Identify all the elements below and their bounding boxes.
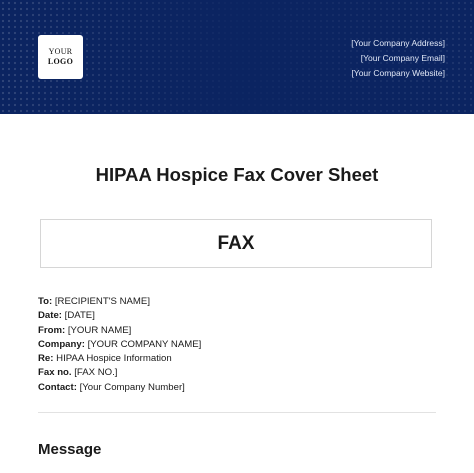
header-banner (0, 0, 474, 114)
company-logo (38, 35, 83, 79)
section-divider (38, 412, 436, 413)
field-label: Contact: (38, 381, 77, 393)
field-value: HIPAA Hospice Information (56, 353, 172, 365)
field-value: [YOUR NAME] (67, 324, 132, 336)
field-fax-no (38, 366, 201, 380)
field-value: [YOUR COMPANY NAME] (87, 338, 202, 350)
field-value: [RECIPIENT'S NAME] (54, 296, 150, 307)
message-heading: Message (38, 441, 102, 458)
field-label: Fax no. (38, 367, 72, 379)
logo-text-line1: YOUR (48, 47, 73, 56)
field-label: Re: (38, 353, 54, 365)
field-label: From: (38, 324, 66, 336)
fax-heading: FAX (217, 232, 255, 254)
field-value: [FAX NO.] (74, 367, 118, 379)
field-to (38, 295, 201, 309)
field-date (38, 309, 201, 323)
field-from (38, 324, 201, 338)
logo-text-line2: LOGO (47, 57, 74, 66)
field-value: [DATE] (64, 310, 95, 322)
fax-details (38, 295, 201, 395)
field-contact (38, 381, 201, 395)
message-body-cropped (38, 467, 436, 473)
field-value: [Your Company Number] (79, 381, 185, 393)
field-label: Date: (38, 310, 62, 322)
company-address: [Your Company Address] (351, 38, 445, 48)
company-info (351, 36, 445, 81)
field-company (38, 338, 201, 352)
document-title: HIPAA Hospice Fax Cover Sheet (95, 164, 379, 185)
company-website: [Your Company Website] (351, 68, 445, 78)
field-label: To: (38, 296, 53, 307)
field-re (38, 352, 201, 366)
company-email: [Your Company Email] (360, 53, 445, 63)
fax-heading-box (40, 219, 432, 268)
field-label: Company: (38, 338, 85, 350)
